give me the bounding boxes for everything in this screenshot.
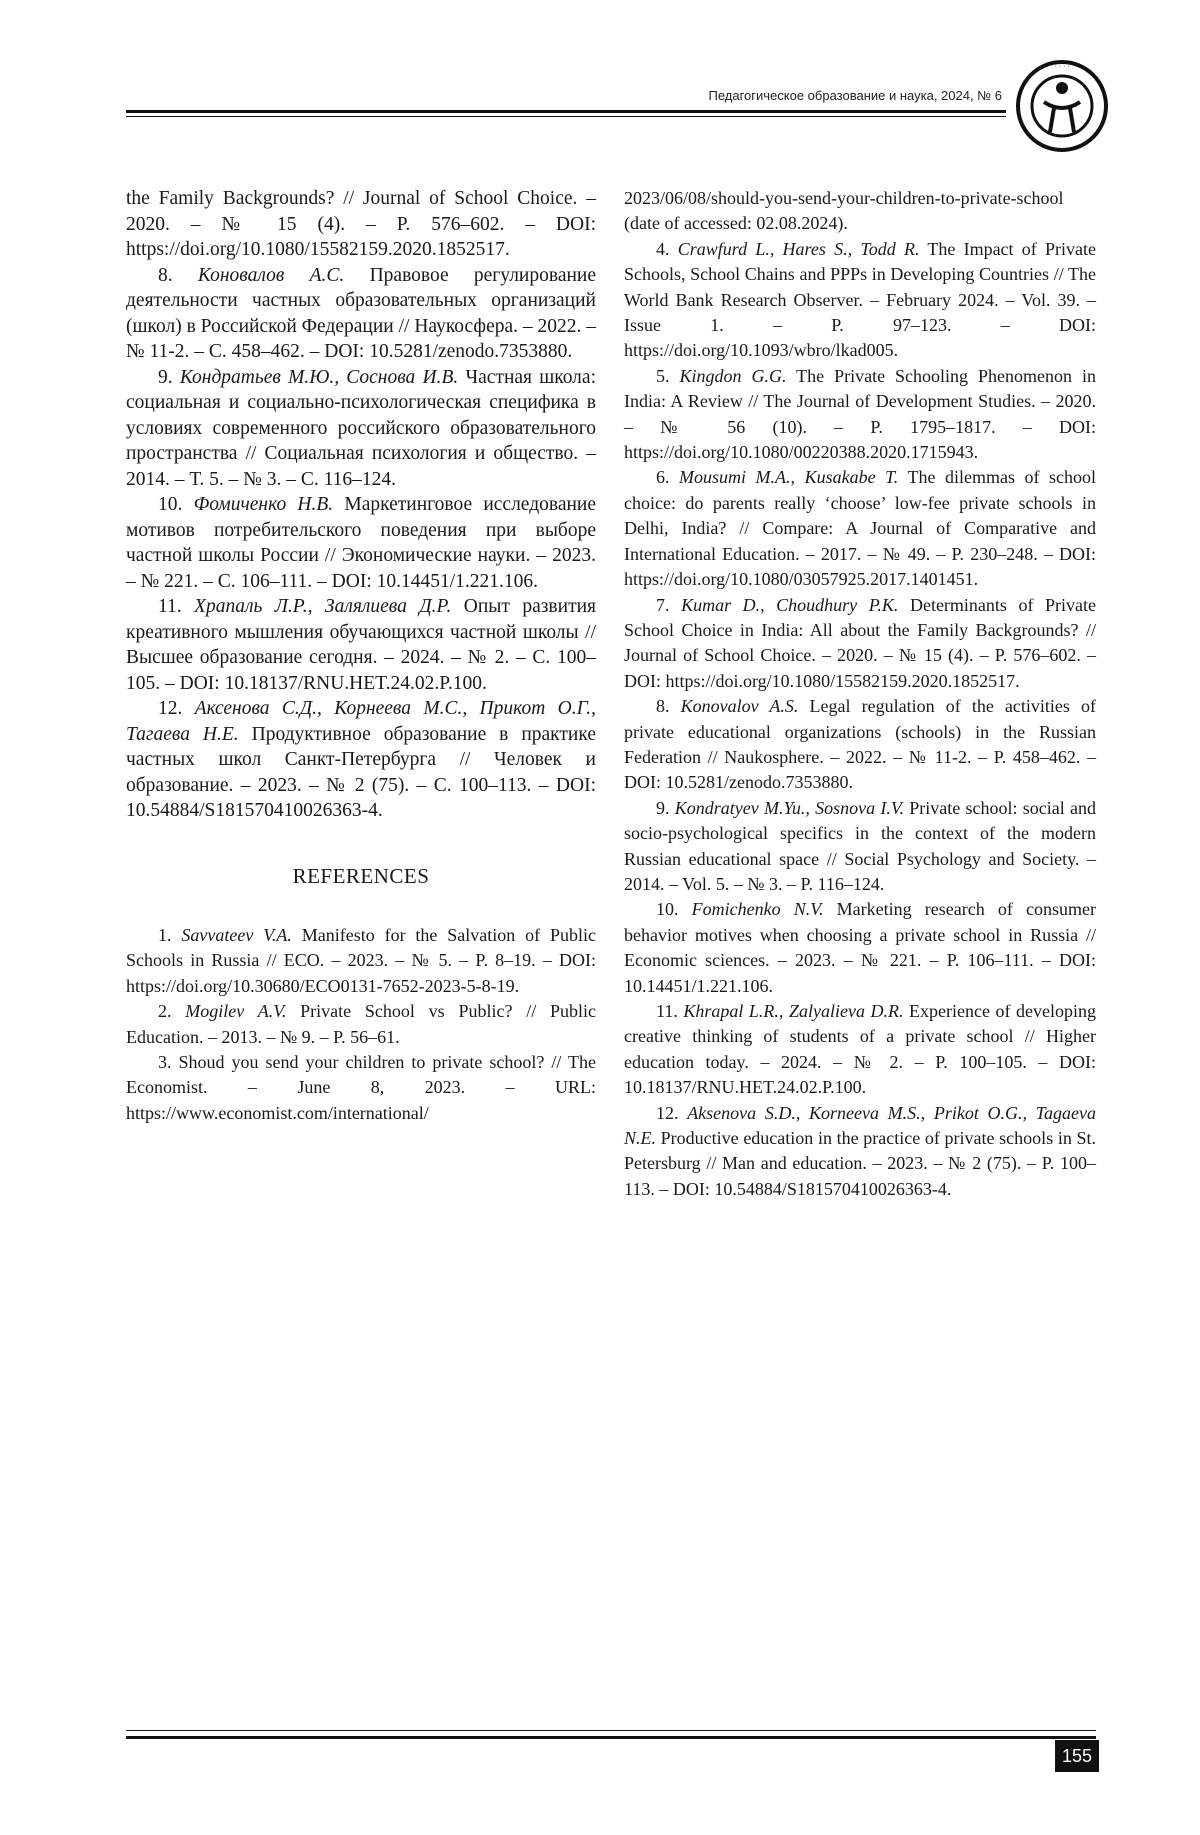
reference-entry — [624, 593, 1096, 695]
reference-number: 1. — [158, 925, 182, 945]
reference-text: Manifesto for the Salvation of Public Schools in Russia // ECO. – 2023. – № 5. – P. 8–19. – DOI: https://doi.org/10.30680/ECO0131-7652-2023-5-8-19. — [126, 925, 597, 996]
reference-number: 5. — [656, 365, 680, 386]
reference-number: 3. — [158, 1052, 179, 1073]
reference-authors: Konovalov A.S. — [680, 696, 799, 717]
header-rule — [126, 110, 1006, 113]
reference-entry — [126, 492, 596, 594]
reference-entry — [624, 465, 1096, 592]
reference-entry — [126, 263, 596, 365]
reference-number: 8. — [656, 696, 681, 717]
reference-entry — [126, 923, 596, 999]
reference-authors: Кондратьев М.Ю., Соснова И.В. — [179, 366, 459, 388]
reference-text: Private School vs Public? // Public Education. – 2013. – № 9. – P. 56–61. — [126, 1001, 596, 1047]
reference-number: 10. — [158, 494, 194, 515]
reference-entry — [126, 186, 596, 263]
reference-number: 9. — [656, 797, 675, 818]
reference-number: 7. — [656, 594, 682, 615]
journal-header: Педагогическое образование и наука, 2024, № 6 — [708, 88, 1002, 103]
reference-list-english-continued — [624, 186, 1096, 1202]
reference-text: the Family Backgrounds? // Journal of School Choice. – 2020. – № 15 (4). – P. 576–602. – DOI: https://doi.org/10.1080/15582159.2020.1852517. — [126, 188, 596, 260]
reference-number: 8. — [158, 264, 198, 286]
reference-text: The Private Schooling Phenomenon in India: A Review // The Journal of Development Studies. – 2020. – № 56 (10). – P. 1795–1817. – DOI: https://doi.org/10.1080/00220388.2020.1715943. — [624, 365, 1096, 463]
reference-authors: Коновалов А.С. — [197, 264, 345, 286]
reference-entry — [624, 1101, 1096, 1203]
reference-text: Shoud you send your children to private school? // The Economist. – June 8, 2023. – URL: https://www.economist.com/international/ — [126, 1052, 596, 1123]
reference-number: 4. — [656, 238, 678, 259]
reference-authors: Kondratyev M.Yu., Sosnova I.V. — [674, 797, 905, 818]
reference-authors: Kingdon G.G. — [679, 365, 787, 386]
header-rule-thin — [126, 116, 1006, 117]
reference-text: Legal regulation of the activities of private educational organizations (schools) in the Russian Federation // Naukosphere. – 2022. – № 11-2. – P. 458–462. – DOI: 10.5281/zenodo.7353880. — [624, 696, 1097, 793]
reference-authors: Mousumi M.A., Kusakabe T. — [679, 467, 899, 488]
references-heading: REFERENCES — [292, 863, 430, 888]
reference-text: Опыт развития креативного мышления обучающихся частной школы // Высшее образование сегодня. – 2024. – № 2. – С. 100–105. – DOI: 10.18137/RNU.HET.24.02.P.100. — [126, 596, 596, 694]
reference-entry — [624, 694, 1096, 796]
reference-text: Experience of developing creative thinking of students of a private school // Higher education today. – 2024. – № 2. – P. 100–105. – DOI: 10.18137/RNU.HET.24.02.P.100. — [624, 1001, 1096, 1098]
page-number: 155 — [1055, 1740, 1099, 1772]
reference-authors: Khrapal L.R., Zalyalieva D.R. — [683, 1001, 904, 1021]
reference-text: Private school: social and socio-psychological specifics in the context of the modern Russian educational space // Social Psychology and Society. – 2014. – Vol. 5. – № 3. – P. 116–124. — [624, 797, 1097, 894]
reference-number: 6. — [656, 467, 680, 488]
reference-entry — [624, 237, 1096, 364]
reference-text: 2023/06/08/should-you-send-your-children-to-private-school (date of accessed: 02.08.2024). — [624, 188, 1064, 234]
reference-text: Правовое регулирование деятельности частных образовательных организаций (школ) в Российской Федерации // Наукосфера. – 2022. – № 11-2. – С. 458–462. – DOI: 10.5281/zenodo.7353880. — [126, 264, 596, 362]
reference-number: 12. — [158, 698, 195, 719]
reference-entry — [126, 1050, 596, 1126]
footer-rule — [126, 1730, 1096, 1731]
reference-number: 2. — [158, 1001, 186, 1022]
reference-text: The Impact of Private Schools, School Chains and PPPs in Developing Countries // The World Bank Research Observer. – February 2024. – Vol. 39. – Issue 1. – P. 97–123. – DOI: https://doi.org/10.1093/wbro/lkad005. — [624, 238, 1096, 361]
reference-list-russian — [126, 186, 596, 824]
reference-text: Маркетинговое исследование мотивов потребительского поведения при выборе частной школы России // Экономические науки. – 2023. – № 221. – С. 106–111. – DOI: 10.14451/1.221.106. — [126, 494, 597, 592]
reference-authors: Kumar D., Choudhury P.K. — [681, 594, 899, 615]
journal-logo-icon — [1014, 58, 1110, 154]
reference-authors: Mogilev A.V. — [185, 1001, 287, 1022]
reference-entry — [624, 999, 1096, 1101]
reference-text: The dilemmas of school choice: do parents really ‘choose’ low-fee private schools in Delhi, India? // Compare: A Journal of Comparative and International Education. – 2017. – № 49. – P. 230–248. – DOI: https://doi.org/10.1080/03057925.2017.1401451. — [624, 467, 1097, 590]
reference-number: 10. — [656, 899, 692, 920]
left-column — [126, 186, 596, 1126]
reference-text: Productive education in the practice of private schools in St. Petersburg // Man and education. – 2023. – № 2 (75). – P. 100–113. – DOI: 10.54884/S181570410026363-4. — [624, 1128, 1096, 1199]
reference-text: Частная школа: социальная и социально-психологическая специфика в условиях современного российского образовательного пространства // Социальная психология и общество. – 2014. – Т. 5. – № 3. – С. 116–124. — [126, 366, 596, 490]
reference-entry — [126, 365, 596, 493]
reference-entry — [624, 796, 1096, 898]
reference-authors: Crawfurd L., Hares S., Todd R. — [677, 238, 920, 259]
reference-number: 11. — [158, 596, 195, 617]
reference-text: Marketing research of consumer behavior motives when choosing a private school in Russia // Economic sciences. – 2023. – № 221. – P. 106–111. – DOI: 10.14451/1.221.106. — [624, 899, 1096, 996]
reference-authors: Fomichenko N.V. — [691, 899, 824, 920]
reference-entry — [624, 364, 1096, 466]
reference-authors: Аксенова С.Д., Корнеева М.С., Прикот О.Г., Тагаева Н.Е. — [126, 698, 596, 745]
reference-entry — [126, 594, 596, 696]
reference-entry — [624, 897, 1096, 999]
reference-entry — [624, 186, 1096, 237]
reference-entry — [126, 999, 596, 1050]
reference-number: 9. — [158, 366, 180, 388]
reference-number: 11. — [656, 1001, 684, 1021]
reference-entry — [126, 696, 596, 824]
reference-text: Determinants of Private School Choice in India: All about the Family Backgrounds? // Journal of School Choice. – 2020. – № 15 (4). – P. 576–602. – DOI: https://doi.org/10.1080/15582159.2020.1852517. — [624, 594, 1097, 691]
right-column — [624, 186, 1096, 1202]
reference-number: 12. — [656, 1102, 688, 1123]
reference-authors: Aksenova S.D., Korneeva M.S., Prikot O.G., Tagaeva N.E. — [624, 1102, 1097, 1149]
reference-list-english — [126, 923, 596, 1126]
reference-authors: Фомиченко Н.В. — [193, 494, 334, 515]
svg-text:· · · ·: · · · · — [1054, 63, 1070, 70]
reference-authors: Savvateev V.A. — [181, 925, 292, 945]
reference-authors: Храпаль Л.Р., Залялиева Д.Р. — [194, 596, 452, 617]
footer-rule-thick — [126, 1736, 1096, 1739]
reference-text: Продуктивное образование в практике частных школ Санкт-Петербурга // Человек и образование. – 2023. – № 2 (75). – С. 100–113. – DOI: 10.54884/S181570410026363-4. — [126, 723, 596, 821]
